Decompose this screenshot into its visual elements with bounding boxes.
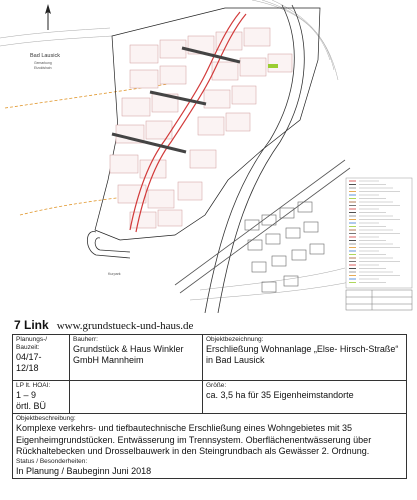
object-label: Objektbezeichnung: (206, 336, 264, 343)
section-number: 7 Link (14, 318, 49, 332)
place-sublabel-1: Gemarkung (34, 61, 52, 65)
lp-cell (13, 381, 70, 414)
status-label: Status / Besonderheiten: (16, 457, 88, 465)
status-value: In Planung / Baubeginn Juni 2018 (16, 465, 152, 476)
description-cell (13, 414, 407, 479)
size-cell (203, 381, 407, 414)
legend-box (346, 178, 412, 288)
description-label: Objektbeschreibung: (16, 415, 76, 422)
empty-cell (70, 381, 203, 414)
client-label: Bauherr: (73, 336, 98, 343)
lower-area-label: Kurpark (108, 272, 121, 276)
place-sublabel-2: Etzoldshain (34, 66, 52, 70)
green-marker (268, 64, 278, 68)
table-row-3 (13, 414, 407, 479)
size-value: ca. 3,5 ha für 35 Eigenheimstandorte (206, 390, 354, 400)
section-heading (14, 318, 193, 334)
table-row-1 (13, 335, 407, 381)
client-value: Grundstück & Haus Winkler GmbH Mannheim (73, 344, 184, 365)
project-info-table (12, 334, 407, 479)
client-cell (70, 335, 203, 381)
phase-value: 04/17- 12/18 (16, 352, 42, 373)
object-value: Erschließung Wohnanlage „Else- Hirsch-Straße“ in Bad Lausick (206, 344, 399, 365)
description-value: Komplexe verkehrs- und tiefbautechnische Erschließung eines Wohngebietes mit 35 Eigenheimgrundstücken. Entwässerung im Trennsystem. Oberflächenentwässerung über Rückhaltebecken und Drosselbauwerk in den Steingrundbach als Gewässer 2. Ordnung. (16, 423, 372, 456)
object-cell (203, 335, 407, 381)
lp-value: 1 – 9 örtl. BÜ (16, 390, 47, 411)
size-label: Größe: (206, 382, 227, 389)
phase-cell (13, 335, 70, 381)
phase-label: Planungs-/ Bauzeit: (16, 336, 48, 351)
lp-label: LP lt. HOAI: (16, 382, 51, 389)
website-url: www.grundstueck-und-haus.de (56, 320, 194, 332)
table-row-2 (13, 381, 407, 414)
place-label: Bad Lausick (30, 53, 60, 59)
